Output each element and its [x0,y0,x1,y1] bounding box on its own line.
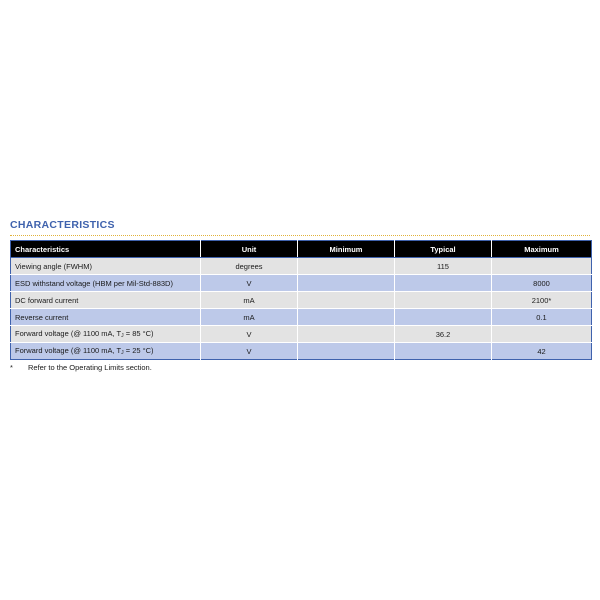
row-typical [395,292,492,309]
row-unit: mA [201,309,298,326]
row-typical [395,275,492,292]
header-typical: Typical [395,241,492,258]
section-title: CHARACTERISTICS [10,219,115,231]
table-row [11,258,592,275]
row-label: Viewing angle (FWHM) [11,258,201,275]
header-maximum: Maximum [492,241,592,258]
row-typical: 36.2 [395,326,492,343]
table-row [11,275,592,292]
row-unit: V [201,326,298,343]
row-typical [395,343,492,360]
row-minimum [298,326,395,343]
row-label: Forward voltage (@ 1100 mA, $T_J = 85$ °C) [11,326,201,343]
row-maximum: 42 [492,343,592,360]
footnote-text: Refer to the Operating Limits section. [28,363,152,372]
header-minimum: Minimum [298,241,395,258]
table-row [11,343,592,360]
row-maximum [492,258,592,275]
header-unit: Unit [201,241,298,258]
row-minimum [298,275,395,292]
table-row [11,326,592,343]
row-maximum: 0.1 [492,309,592,326]
title-divider [10,235,590,236]
table-row [11,292,592,309]
row-unit: mA [201,292,298,309]
footnote-marker: * [10,363,13,372]
row-label: Reverse current [11,309,201,326]
row-label: ESD withstand voltage (HBM per Mil-Std-883D) [11,275,201,292]
row-unit: V [201,275,298,292]
footnote [10,363,152,372]
row-typical: 115 [395,258,492,275]
table-row [11,309,592,326]
row-maximum: 2100* [492,292,592,309]
characteristics-table [10,240,592,360]
row-maximum: 8000 [492,275,592,292]
row-typical [395,309,492,326]
row-maximum [492,326,592,343]
row-label: DC forward current [11,292,201,309]
header-characteristics: Characteristics [11,241,201,258]
row-unit: degrees [201,258,298,275]
row-minimum [298,292,395,309]
row-minimum [298,309,395,326]
row-label: Forward voltage (@ 1100 mA, $T_J = 25$ °C) [11,343,201,360]
row-minimum [298,258,395,275]
row-minimum [298,343,395,360]
table-header-row [11,241,592,258]
row-unit: V [201,343,298,360]
